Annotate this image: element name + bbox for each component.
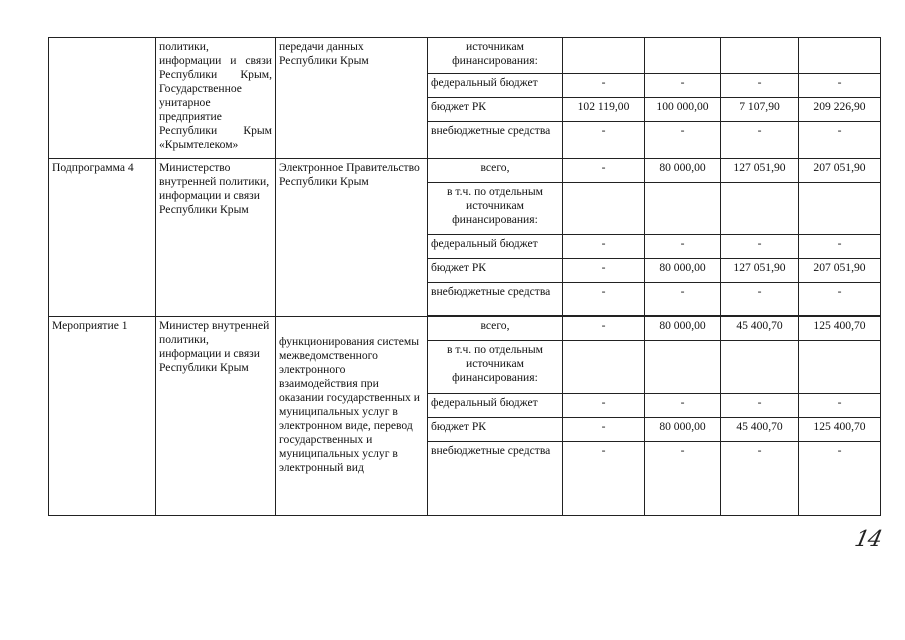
name-cell: функционирования системы межведомственного электронного взаимодействия при оказании государственных и муниципальных услуг в электронном виде, перевод государственных и муниципальных услуг в электронный вид [276,317,428,516]
name-cell: Электронное Правительство Республики Крым [276,159,428,317]
value-cell: - [563,122,645,159]
value-cell: 102 119,00 [563,98,645,122]
value-cell: - [721,394,799,418]
value-cell: 209 226,90 [799,98,881,122]
value-cell: 125 400,70 [799,317,881,341]
source-label: в т.ч. по отдельным источникам финансирования: [428,341,563,394]
value-cell: 127 051,90 [721,159,799,183]
value-cell [799,38,881,74]
value-cell [563,38,645,74]
program-cell: Подпрограмма 4 [49,159,156,317]
value-cell: - [563,159,645,183]
value-cell: - [645,235,721,259]
table-row [49,317,881,341]
name-cell: передачи данных Республики Крым [276,38,428,159]
source-label: внебюджетные средства [428,442,563,516]
value-cell: 80 000,00 [645,418,721,442]
value-cell: 45 400,70 [721,418,799,442]
value-cell [799,341,881,394]
value-cell [563,183,645,235]
value-cell: 100 000,00 [645,98,721,122]
budget-table [48,37,881,516]
value-cell: - [563,418,645,442]
value-cell: - [563,235,645,259]
value-cell: 45 400,70 [721,317,799,341]
value-cell: - [799,122,881,159]
value-cell: - [645,442,721,516]
value-cell: - [563,394,645,418]
executor-cell: Министерство внутренней политики, информации и связи Республики Крым [156,159,276,317]
source-label: в т.ч. по отдельным источникам финансирования: [428,183,563,235]
value-cell: 207 051,90 [799,159,881,183]
program-cell [49,38,156,159]
value-cell: 80 000,00 [645,317,721,341]
value-cell [799,183,881,235]
value-cell: - [645,122,721,159]
table-row [49,38,881,74]
value-cell [721,183,799,235]
value-cell: - [563,283,645,316]
value-cell: 207 051,90 [799,259,881,283]
source-label: федеральный бюджет [428,235,563,259]
value-cell [563,341,645,394]
value-cell: - [721,122,799,159]
value-cell: - [721,442,799,516]
value-cell: 127 051,90 [721,259,799,283]
page-number: 14 [852,527,884,552]
value-cell: - [799,283,881,316]
value-cell: 125 400,70 [799,418,881,442]
value-cell: - [563,317,645,341]
source-label: внебюджетные средства [428,122,563,159]
value-cell: - [645,283,721,316]
executor-cell: политики, информации и связи Республики Крым, Государственное унитарное предприятие Республики Крым «Крымтелеком» [156,38,276,159]
value-cell: - [799,235,881,259]
value-cell: - [721,235,799,259]
source-label: бюджет РК [428,418,563,442]
value-cell: 7 107,90 [721,98,799,122]
value-cell: - [799,74,881,98]
source-label: федеральный бюджет [428,394,563,418]
value-cell: - [563,74,645,98]
value-cell: - [563,259,645,283]
source-label: федеральный бюджет [428,74,563,98]
executor-cell: Министер внутренней политики, информации и связи Республики Крым [156,317,276,516]
value-cell: 80 000,00 [645,259,721,283]
source-label: бюджет РК [428,259,563,283]
value-cell: - [721,283,799,316]
source-label: всего, [428,317,563,341]
value-cell [645,341,721,394]
source-label: источникам финансирования: [428,38,563,74]
value-cell: - [645,394,721,418]
value-cell: - [645,74,721,98]
value-cell: - [721,74,799,98]
value-cell [721,38,799,74]
value-cell [721,341,799,394]
value-cell: - [799,442,881,516]
table-row [49,159,881,183]
value-cell: - [799,394,881,418]
value-cell: 80 000,00 [645,159,721,183]
source-label: внебюджетные средства [428,283,563,316]
program-cell: Мероприятие 1 [49,317,156,516]
source-label: бюджет РК [428,98,563,122]
value-cell [645,183,721,235]
source-label: всего, [428,159,563,183]
value-cell [645,38,721,74]
value-cell: - [563,442,645,516]
